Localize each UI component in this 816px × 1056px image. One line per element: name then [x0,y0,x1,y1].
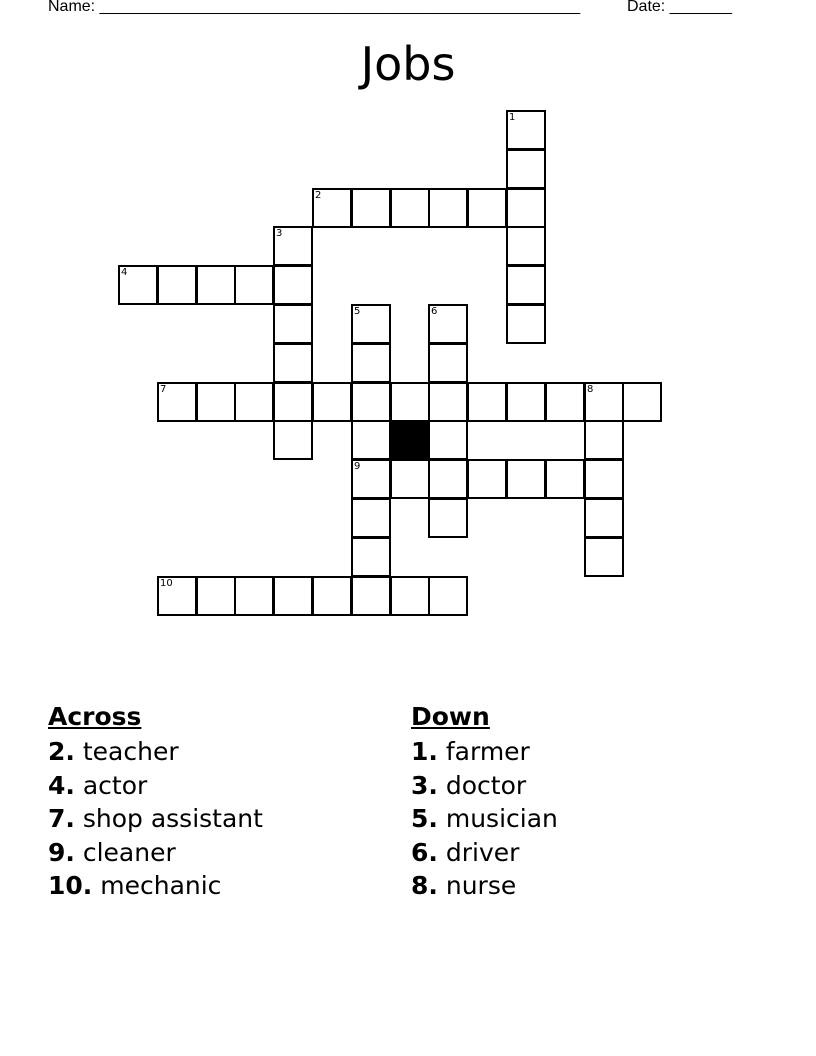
across-clues [48,700,263,903]
crossword-cell[interactable] [234,265,274,305]
crossword-cell[interactable] [157,265,197,305]
crossword-cell[interactable] [584,537,624,577]
crossword-cell[interactable] [196,576,236,616]
crossword-cell[interactable] [467,188,507,228]
crossword-cell[interactable] [428,498,468,538]
crossword-cell[interactable] [428,576,468,616]
crossword-cell[interactable] [506,459,546,499]
crossword-cell[interactable] [351,382,391,422]
crossword-cell[interactable] [312,188,352,228]
crossword-cell[interactable] [390,382,430,422]
crossword-cell[interactable] [545,382,585,422]
crossword-cell[interactable] [545,459,585,499]
crossword-cell[interactable] [506,149,546,189]
page-title: Jobs [360,37,456,91]
crossword-cell[interactable] [506,188,546,228]
crossword-cell[interactable] [273,343,313,383]
name-field-label: Name: ______________________________________________________ [48,0,581,15]
clue-number: 3 [276,228,283,239]
crossword-cell[interactable] [351,498,391,538]
across-clue: 2. teacher [48,737,179,766]
crossword-cell[interactable] [234,576,274,616]
clue-number: 1 [509,112,516,123]
clue-number: 6 [431,306,438,317]
down-clue: 5. musician [411,804,558,833]
crossword-cell[interactable] [351,420,391,460]
crossword-cell[interactable] [584,420,624,460]
down-clues [411,700,558,903]
date-field-label: Date: _______ [627,0,732,15]
crossword-cell[interactable] [428,420,468,460]
down-clue: 1. farmer [411,737,530,766]
crossword-cell[interactable] [428,188,468,228]
crossword-cell[interactable] [273,304,313,344]
crossword-cell[interactable] [428,304,468,344]
across-clue: 4. actor [48,770,148,800]
crossword-cell[interactable] [584,382,624,422]
crossword-cell[interactable] [118,265,158,305]
crossword-cell[interactable] [273,420,313,460]
across-clue: 9. cleaner [48,837,176,867]
crossword-cell[interactable] [351,459,391,499]
clue-number: 5 [354,306,361,317]
crossword-cell[interactable] [506,265,546,305]
crossword-cell[interactable] [467,459,507,499]
clue-number: 7 [160,384,167,395]
crossword-cell[interactable] [506,304,546,344]
crossword-cell[interactable] [196,265,236,305]
crossword-cell[interactable] [428,459,468,499]
blocked-cell [390,420,430,460]
crossword-cell[interactable] [157,576,197,616]
down-clue: 6. driver [411,837,520,867]
crossword-cell[interactable] [584,498,624,538]
clue-number: 8 [587,384,594,395]
down-clue: 8. nurse [411,871,517,900]
crossword-cell[interactable] [390,576,430,616]
crossword-cell[interactable] [351,188,391,228]
crossword-cell[interactable] [428,382,468,422]
crossword-cell[interactable] [351,537,391,577]
crossword-cell[interactable] [273,382,313,422]
crossword-cell[interactable] [351,343,391,383]
crossword-cell[interactable] [312,382,352,422]
clue-number: 10 [160,578,173,589]
across-clue: 10. mechanic [48,871,222,900]
crossword-cell[interactable] [351,576,391,616]
crossword-cell[interactable] [312,576,352,616]
crossword-cell[interactable] [428,343,468,383]
down-clue: 3. doctor [411,770,527,800]
down-heading: Down [411,702,490,731]
crossword-cell[interactable] [390,459,430,499]
crossword-cell[interactable] [584,459,624,499]
crossword-cell[interactable] [506,226,546,266]
crossword-cell[interactable] [390,188,430,228]
crossword-cell[interactable] [157,382,197,422]
crossword-cell[interactable] [467,382,507,422]
across-clue: 7. shop assistant [48,804,263,833]
crossword-cell[interactable] [351,304,391,344]
crossword-cell[interactable] [273,265,313,305]
crossword-cell[interactable] [234,382,274,422]
crossword-cell[interactable] [196,382,236,422]
crossword-cell[interactable] [506,382,546,422]
crossword-cell[interactable] [622,382,662,422]
clue-number: 2 [315,190,322,201]
crossword-cell[interactable] [273,226,313,266]
across-heading: Across [48,702,142,731]
clue-number: 4 [121,267,128,278]
crossword-cell[interactable] [506,110,546,150]
crossword-cell[interactable] [273,576,313,616]
clue-number: 9 [354,461,361,472]
